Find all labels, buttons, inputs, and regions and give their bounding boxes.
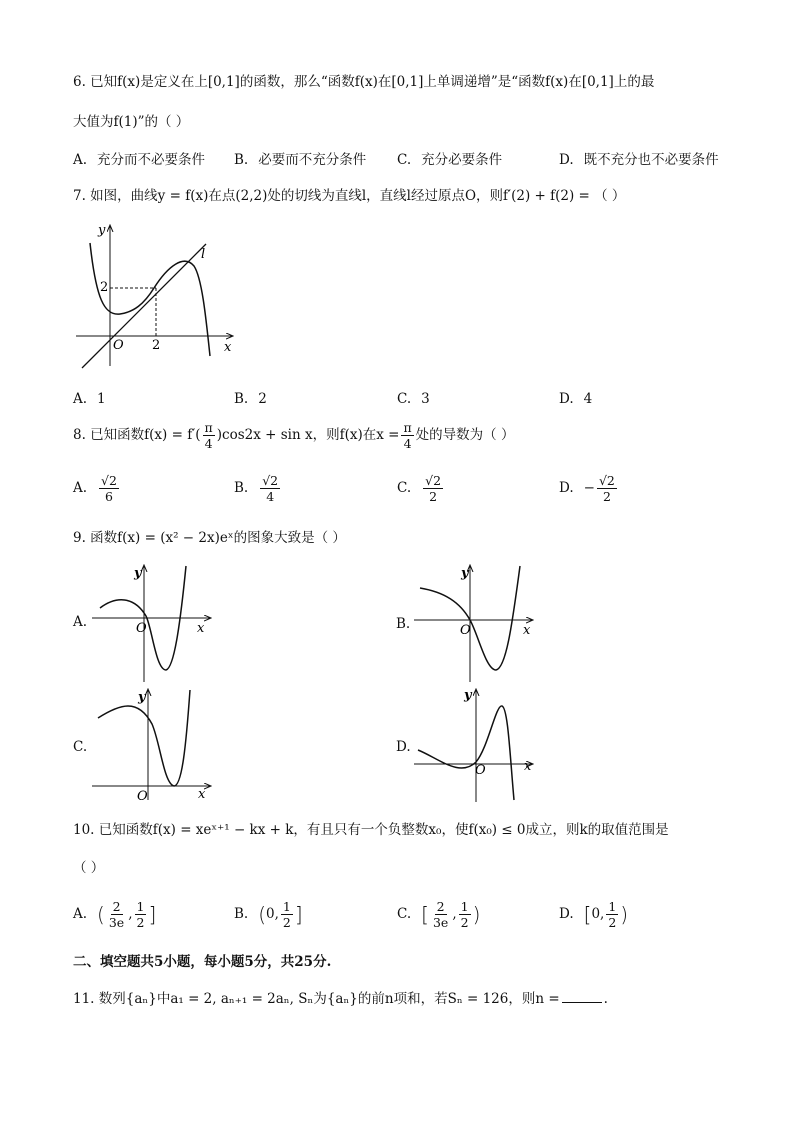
- q10-stem: 10. 已知函数f(x) = xeˣ⁺¹ − kx + k，有且只有一个负整数x₀，使f(x₀) ≤ 0成立，则k的取值范围是: [73, 822, 669, 838]
- q10-option-a[interactable]: A. ( $\frac{2}{3e}$ , $\frac{1}{2}$ ]: [73, 899, 157, 930]
- svg-text:y: y: [138, 690, 146, 705]
- q9-graph-b[interactable]: [414, 562, 544, 684]
- q11-stem: 11. 数列{aₙ}中a₁ = 2, aₙ₊₁ = 2aₙ, Sₙ为{aₙ}的前n项和，若Sₙ = 126，则n = .: [73, 988, 608, 1009]
- svg-text:y: y: [134, 566, 142, 581]
- q10-option-b[interactable]: B. (0, $\frac{1}{2}$ ]: [234, 899, 303, 930]
- q9-label-b[interactable]: B.: [396, 616, 411, 632]
- pi-over-4: $\frac{\pi}{4}$: [204, 420, 213, 451]
- q7-option-a[interactable]: A. 1: [73, 391, 106, 407]
- q7-option-b[interactable]: B. 2: [234, 391, 267, 407]
- q10-option-c[interactable]: C. [ $\frac{2}{3e}$ , $\frac{1}{2}$ ): [397, 899, 481, 930]
- svg-text:O: O: [136, 621, 147, 636]
- q6-line1: 6. 已知f(x)是定义在上[0,1]的函数，那么“函数f(x)在[0,1]上单调递增”是“函数f(x)在[0,1]上的最: [73, 74, 655, 90]
- q7-option-c[interactable]: C. 3: [397, 391, 430, 407]
- q6-options: [73, 149, 733, 171]
- x-label: x: [224, 340, 232, 355]
- q9-graph-c[interactable]: [92, 686, 222, 804]
- q6-option-b[interactable]: B. 必要而不充分条件: [234, 152, 367, 168]
- svg-text:O: O: [475, 763, 486, 778]
- q6-option-d[interactable]: D. 既不充分也不必要条件: [559, 152, 719, 168]
- q8-option-a[interactable]: A. $\frac{√2}{6}$: [73, 473, 117, 504]
- q9-label-a[interactable]: A.: [73, 614, 88, 630]
- pi-over-4-2: $\frac{\pi}{4}$: [403, 420, 412, 451]
- q10-options: [73, 894, 733, 934]
- q6-option-c[interactable]: C. 充分必要条件: [397, 152, 503, 168]
- svg-text:x: x: [198, 787, 206, 802]
- tangent-line: [82, 244, 206, 368]
- q8-option-b[interactable]: B. $\frac{√2}{4}$: [234, 473, 279, 504]
- q9-label-d[interactable]: D.: [396, 739, 411, 755]
- tick-x-2: 2: [152, 338, 161, 353]
- q9-graph-d[interactable]: [414, 686, 544, 804]
- section-2-heading: 二、填空题共5小题，每小题5分，共25分.: [73, 954, 332, 970]
- q10-paren: （ ）: [73, 860, 105, 876]
- q10-option-d[interactable]: D. [0, $\frac{1}{2}$ ): [559, 899, 629, 930]
- tick-y-2: 2: [100, 280, 109, 295]
- q9-label-c[interactable]: C.: [73, 739, 88, 755]
- q9-stem: 9. 函数f(x) = (x² − 2x)eˣ的图象大致是（ ）: [73, 530, 346, 546]
- svg-text:y: y: [461, 566, 469, 581]
- q8-option-c[interactable]: C. $\frac{√2}{2}$: [397, 473, 442, 504]
- q7-options: [73, 388, 733, 410]
- q6-line2: 大值为f(1)”的（ ）: [73, 114, 190, 130]
- svg-text:O: O: [460, 623, 471, 638]
- q7-option-d[interactable]: D. 4: [559, 391, 593, 407]
- q6-option-a[interactable]: A. 充分而不必要条件: [73, 152, 206, 168]
- line-label: l: [201, 247, 206, 262]
- q7-graph: [72, 218, 242, 378]
- svg-text:y: y: [464, 688, 472, 703]
- svg-text:x: x: [523, 623, 531, 638]
- q8-option-d[interactable]: D. − $\frac{√2}{2}$: [559, 473, 615, 504]
- q9-graph-a[interactable]: [92, 562, 222, 684]
- q8-options: [73, 468, 733, 508]
- y-label: y: [98, 223, 106, 238]
- q11-answer-blank[interactable]: [562, 988, 602, 1003]
- q8-stem: 8. 已知函数f(x) = f′( $\frac{\pi}{4}$ )cos2x + sin x，则f(x)在x = $\frac{\pi}{4}$ 处的导数为（ ）: [73, 420, 515, 451]
- svg-text:x: x: [524, 759, 532, 774]
- svg-text:x: x: [197, 621, 205, 636]
- origin-label: O: [113, 338, 124, 353]
- q7-stem: 7. 如图，曲线y = f(x)在点(2,2)处的切线为直线l，直线l经过原点O，则f′(2) + f(2) = （ ）: [73, 188, 626, 204]
- svg-text:O: O: [137, 789, 148, 804]
